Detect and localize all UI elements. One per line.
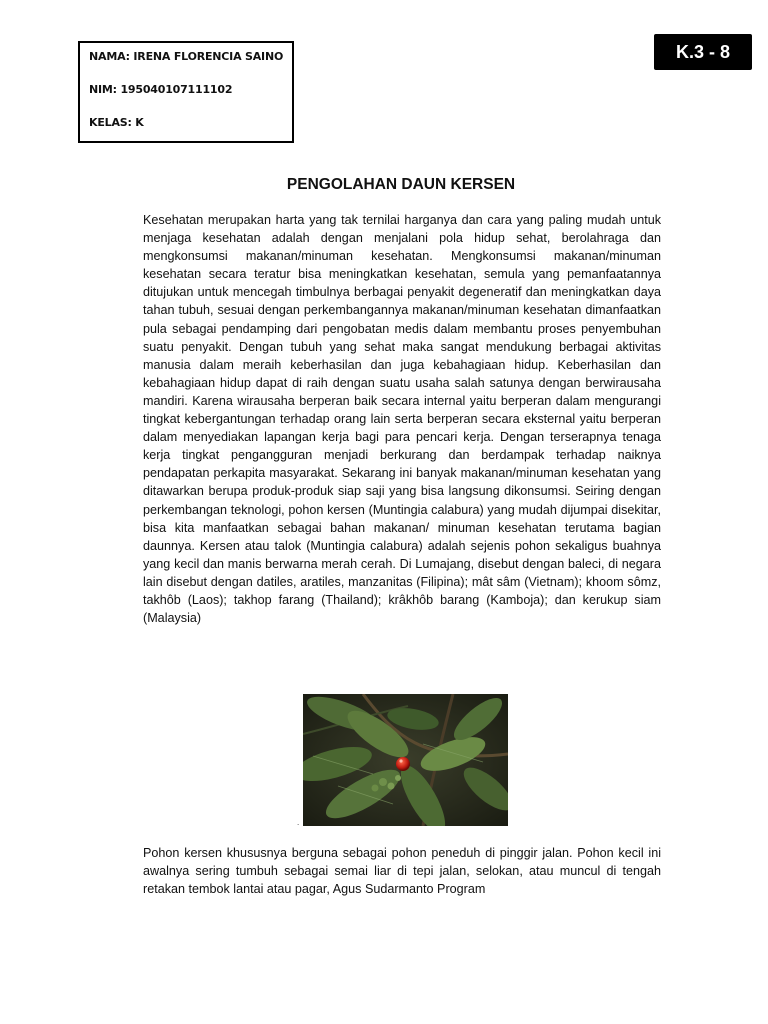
student-info-box xyxy=(78,41,294,143)
student-class: KELAS: K xyxy=(89,116,144,129)
kersen-leaves-photo xyxy=(303,694,508,826)
student-name: NAMA: IRENA FLORENCIA SAINO xyxy=(89,50,284,63)
second-paragraph: Pohon kersen khususnya berguna sebagai pohon peneduh di pinggir jalan. Pohon kecil ini awalnya sering tumbuh sebagai semai liar di tepi jalan, selokan, atau muncul di tengah retakan tembok lantai atau pagar, Agus Sudarmanto Program xyxy=(143,846,661,897)
document-title: PENGOLAHAN DAUN KERSEN xyxy=(286,176,516,193)
code-badge: K.3 - 8 xyxy=(654,34,752,70)
caption-mark: . xyxy=(297,818,300,827)
student-nim: NIM: 195040107111102 xyxy=(89,83,233,96)
intro-paragraph: Kesehatan merupakan harta yang tak ternilai harganya dan cara yang paling mudah untuk menjaga kesehatan adalah dengan menjalani pola hidup sehat, berolahraga dan mengkonsumsi makanan/minuman kesehatan. Mengkonsumsi makanan/minuman kesehatan secara teratur bisa meningkatkan kesehatan, semula yang pemanfaatannya ditujukan untuk mencegah timbulnya berbagai penyakit degeneratif dan meningkatkan daya tahan tubuh, sesuai dengan perkembangannya makanan/minuman kesehatan dimanfaatkan pula sebagai pendamping dari pengobatan medis dalam membantu proses penyembuhan suatu penyakit. Dengan tubuh yang sehat maka sangat mendukung berbagai aktivitas manusia dalam meraih keberhasilan dan juga kebahagiaan hidup. Keberhasilan dan kebahagiaan hidup dapat di raih dengan suatu usaha salah satunya dengan berwirausaha mandiri. Karena wirausaha berperan baik secara internal yaitu berperan dalam mengurangi tingkat kebergantungan terhadap orang lain serta berperan secara eksternal yaitu berperan dalam menyediakan lapangan kerja bagi para pencari kerja. Dengan terserapnya tenaga kerja tingkat pengangguran menjadi berkurang dan berdampak terhadap naiknya pendapatan perkapita masyarakat. Sekarang ini banyak makanan/minuman kesehatan yang ditawarkan berupa produk-produk siap saji yang bisa langsung dikonsumsi. Seiring dengan perkembangan teknologi, pohon kersen (Muntingia calabura) yang mudah dijumpai disekitar, bisa kita manfaatkan sebagai bahan makanan/ minuman kesehatan terutama bagian daunnya. Kersen atau talok (Muntingia calabura) adalah sejenis pohon sekaligus buahnya yang kecil dan manis berwarna merah cerah. Di Lumajang, disebut dengan baleci, di negara lain disebut dengan datiles, aratiles, manzanitas (Filipina); mât sâm (Vietnam); khoom sômz, takhôb (Laos); takhop farang (Thailand); krâkhôb barang (Kamboja); dan kerukup siam (Malaysia) xyxy=(143,213,661,626)
